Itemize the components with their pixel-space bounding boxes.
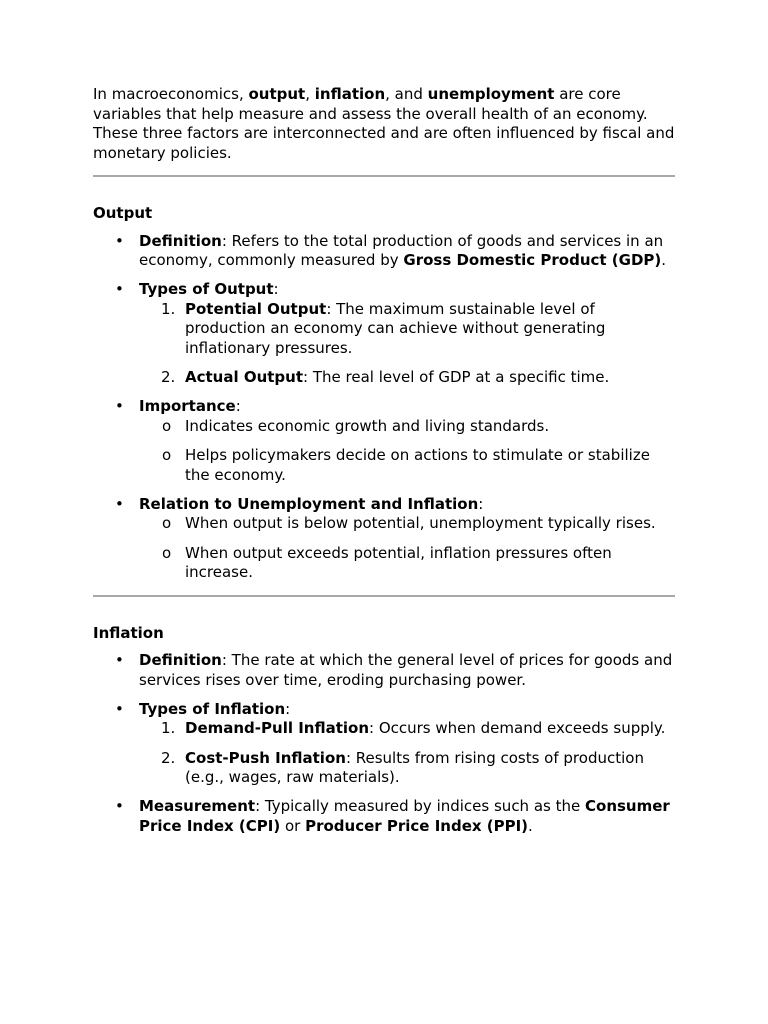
intro-paragraph	[93, 85, 675, 163]
sub-bullet-list	[139, 514, 675, 583]
item-label: Importance	[139, 397, 236, 415]
numbered-item	[139, 300, 675, 359]
section-divider	[93, 175, 675, 177]
item-label: Actual Output	[185, 368, 304, 386]
item-text: Helps policymakers decide on actions to stimulate or stabilize the economy.	[185, 446, 650, 484]
item-label: Cost-Push Inflation	[185, 748, 346, 767]
bullet-marker: •	[115, 494, 124, 513]
list-item-definition	[93, 232, 675, 271]
intro-text: ,	[305, 85, 315, 103]
bullet-marker: •	[115, 797, 124, 815]
intro-term-inflation: inflation	[314, 85, 386, 103]
sub-list-item	[139, 514, 675, 534]
item-bold-term: Consumer Price Index (CPI)	[139, 797, 670, 835]
item-text: .	[528, 816, 533, 835]
item-text: :	[235, 397, 241, 415]
bullet-marker: •	[115, 280, 124, 298]
item-text: : Occurs when demand exceeds supply.	[369, 719, 666, 737]
item-text: When output is below potential, unemployment typically rises.	[185, 514, 656, 532]
list-item-definition	[93, 651, 675, 690]
item-label: Potential Output	[185, 299, 327, 318]
item-text: Indicates economic growth and living standards.	[185, 416, 550, 435]
item-label: Types of Inflation	[139, 699, 286, 718]
numbered-item	[139, 368, 675, 388]
output-section	[93, 204, 675, 583]
intro-term-unemployment: unemployment	[427, 85, 555, 103]
item-label: Definition	[139, 651, 222, 669]
item-text: :	[273, 280, 279, 298]
item-text: or	[280, 816, 306, 835]
item-text: When output exceeds potential, inflation pressures often increase.	[185, 543, 612, 581]
bullet-marker: •	[115, 231, 124, 250]
list-item-relation	[93, 495, 675, 583]
item-text: : Typically measured by indices such as the	[255, 797, 585, 815]
item-label: Demand-Pull Inflation	[185, 719, 369, 737]
inflation-section	[93, 624, 675, 837]
item-text: : The real level of GDP at a specific time.	[303, 368, 610, 386]
number-marker: 1.	[161, 299, 176, 318]
intro-text: are core variables that help measure and assess the overall health of an economy. These three factors are interconnected and are often influenced by fiscal and monetary policies.	[93, 85, 675, 162]
item-bold-term: Producer Price Index (PPI)	[305, 816, 529, 835]
sub-bullet-list	[139, 417, 675, 486]
sub-list-item	[139, 446, 675, 485]
list-item-measurement	[93, 797, 675, 836]
output-bullet-list	[93, 232, 675, 583]
number-marker: 2.	[161, 368, 176, 386]
section-heading-output: Output	[93, 204, 153, 222]
list-item-types-of-output	[93, 280, 675, 388]
item-text: : The maximum sustainable level of production an economy can achieve without generating inflationary pressures.	[185, 299, 606, 357]
bullet-marker: •	[115, 699, 124, 718]
item-label: Relation to Unemployment and Inflation	[139, 494, 479, 513]
item-text: : The rate at which the general level of prices for goods and services rises over time, eroding purchasing power.	[139, 651, 673, 689]
intro-term-output: output	[248, 85, 306, 103]
item-text: : Results from rising costs of production (e.g., wages, raw materials).	[185, 748, 644, 786]
numbered-item	[139, 719, 675, 739]
intro-text: In macroeconomics,	[93, 85, 249, 103]
item-text: : Refers to the total production of goods and services in an economy, commonly measured by	[139, 231, 664, 269]
number-marker: 2.	[161, 748, 176, 767]
circle-marker: o	[162, 416, 172, 435]
item-label: Types of Output	[139, 280, 274, 298]
intro-text: , and	[385, 85, 428, 103]
section-divider	[93, 595, 675, 597]
circle-marker: o	[162, 543, 172, 562]
item-label: Measurement	[139, 797, 256, 815]
sub-list-item	[139, 417, 675, 437]
item-bold-term: Gross Domestic Product (GDP)	[403, 251, 662, 269]
numbered-item	[139, 749, 675, 788]
circle-marker: o	[162, 514, 172, 532]
list-item-types-of-inflation	[93, 700, 675, 788]
bullet-marker: •	[115, 651, 124, 669]
item-text: :	[285, 699, 291, 718]
number-marker: 1.	[161, 719, 176, 737]
list-item-importance	[93, 397, 675, 485]
item-label: Definition	[139, 231, 222, 250]
section-heading-inflation: Inflation	[93, 623, 164, 642]
bullet-marker: •	[115, 397, 124, 415]
item-text: .	[661, 251, 667, 269]
inflation-bullet-list	[93, 651, 675, 836]
sub-list-item	[139, 544, 675, 583]
numbered-list	[139, 719, 675, 788]
item-text: :	[478, 494, 484, 513]
document-page	[93, 85, 675, 836]
numbered-list	[139, 300, 675, 388]
circle-marker: o	[162, 446, 172, 464]
